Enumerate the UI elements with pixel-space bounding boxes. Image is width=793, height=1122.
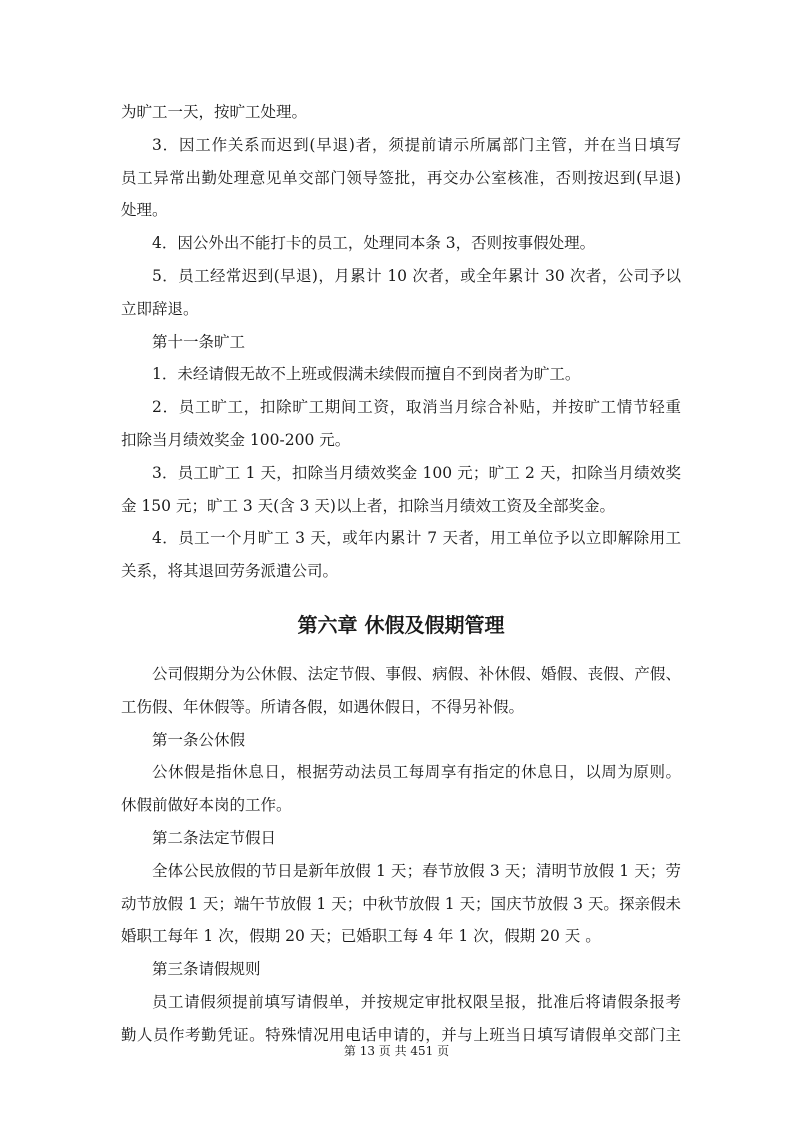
paragraph — [121, 756, 681, 822]
text-line: 第三条请假规则 — [152, 960, 261, 979]
text-line: 全体公民放假的节日是新年放假 1 天；春节放假 3 天；清明节放假 1 天；劳 — [152, 861, 681, 880]
text-line: 第二条法定节假日 — [152, 828, 277, 847]
text-line: 立即辞退。 — [121, 299, 199, 318]
text-line: 工伤假、年休假等。所请各假，如遇休假日，不得另补假。 — [121, 697, 525, 716]
text-line: 5．员工经常迟到(早退)，月累计 10 次者，或全年累计 30 次者，公司予以 — [152, 266, 681, 285]
text-line: 4．因公外出不能打卡的员工，处理同本条 3，否则按事假处理。 — [152, 234, 596, 253]
text-line: 第一条公休假 — [152, 730, 246, 749]
text-line: 2．员工旷工，扣除旷工期间工资，取消当月综合补贴，并按旷工情节轻重 — [152, 398, 681, 417]
text-line: 公司假期分为公休假、法定节假、事假、病假、补休假、婚假、丧假、产假、 — [152, 664, 681, 683]
text-line: 4．员工一个月旷工 3 天，或年内累计 7 天者，用工单位予以立即解除用工 — [152, 529, 681, 548]
text-line: 为旷工一天，按旷工处理。 — [121, 103, 308, 121]
section-chapter-six — [121, 658, 681, 1052]
paragraph — [121, 855, 681, 953]
chapter-heading: 第六章 休假及假期管理 — [297, 612, 505, 637]
paragraph — [121, 658, 681, 724]
text-line: 动节放假 1 天；端午节放假 1 天；中秋节放假 1 天；国庆节放假 3 天。探亲假未 — [121, 894, 681, 913]
paragraph — [121, 129, 681, 227]
text-line: 婚职工每年 1 次，假期 20 天；已婚职工每 4 年 1 次，假期 20 天 。 — [121, 927, 601, 946]
text-line: 扣除当月绩效奖金 100-200 元。 — [121, 430, 351, 449]
paragraph — [121, 724, 681, 757]
document-body — [121, 96, 681, 1052]
paragraph — [121, 953, 681, 986]
page-footer: 第 13 页 共 451 页 — [343, 1044, 450, 1058]
paragraph — [121, 227, 681, 260]
text-line: 勤人员作考勤凭证。特殊情况用电话申请的，并与上班当日填写请假单交部门主 — [121, 1025, 681, 1044]
text-line: 关系，将其退回劳务派遣公司。 — [121, 562, 339, 581]
text-line: 金 150 元；旷工 3 天(含 3 天)以上者，扣除当月绩效工资及全部奖金。 — [121, 496, 615, 515]
text-line: 3．员工旷工 1 天，扣除当月绩效奖金 100 元；旷工 2 天，扣除当月绩效奖 — [152, 463, 681, 482]
paragraph — [121, 822, 681, 855]
section-before-chapter — [121, 96, 681, 588]
text-line: 员工异常出勤处理意见单交部门领导签批，再交办公室核准，否则按迟到(早退) — [121, 168, 681, 187]
text-line: 第十一条旷工 — [152, 332, 246, 351]
paragraph — [121, 260, 681, 326]
text-line: 公休假是指休息日，根据劳动法员工每周享有指定的休息日，以周为原则。 — [152, 763, 681, 782]
text-line: 3．因工作关系而迟到(早退)者，须提前请示所属部门主管，并在当日填写 — [152, 135, 681, 154]
paragraph — [121, 326, 681, 359]
paragraph — [121, 96, 681, 129]
paragraph — [121, 457, 681, 523]
text-line: 休假前做好本岗的工作。 — [121, 796, 292, 815]
text-line: 员工请假须提前填写请假单，并按规定审批权限呈报，批准后将请假条报考 — [152, 992, 681, 1011]
paragraph — [121, 358, 681, 391]
paragraph — [121, 522, 681, 588]
text-line: 处理。 — [121, 201, 168, 220]
paragraph — [121, 391, 681, 457]
text-line: 1．未经请假无故不上班或假满未续假而擅自不到岗者为旷工。 — [152, 365, 581, 384]
